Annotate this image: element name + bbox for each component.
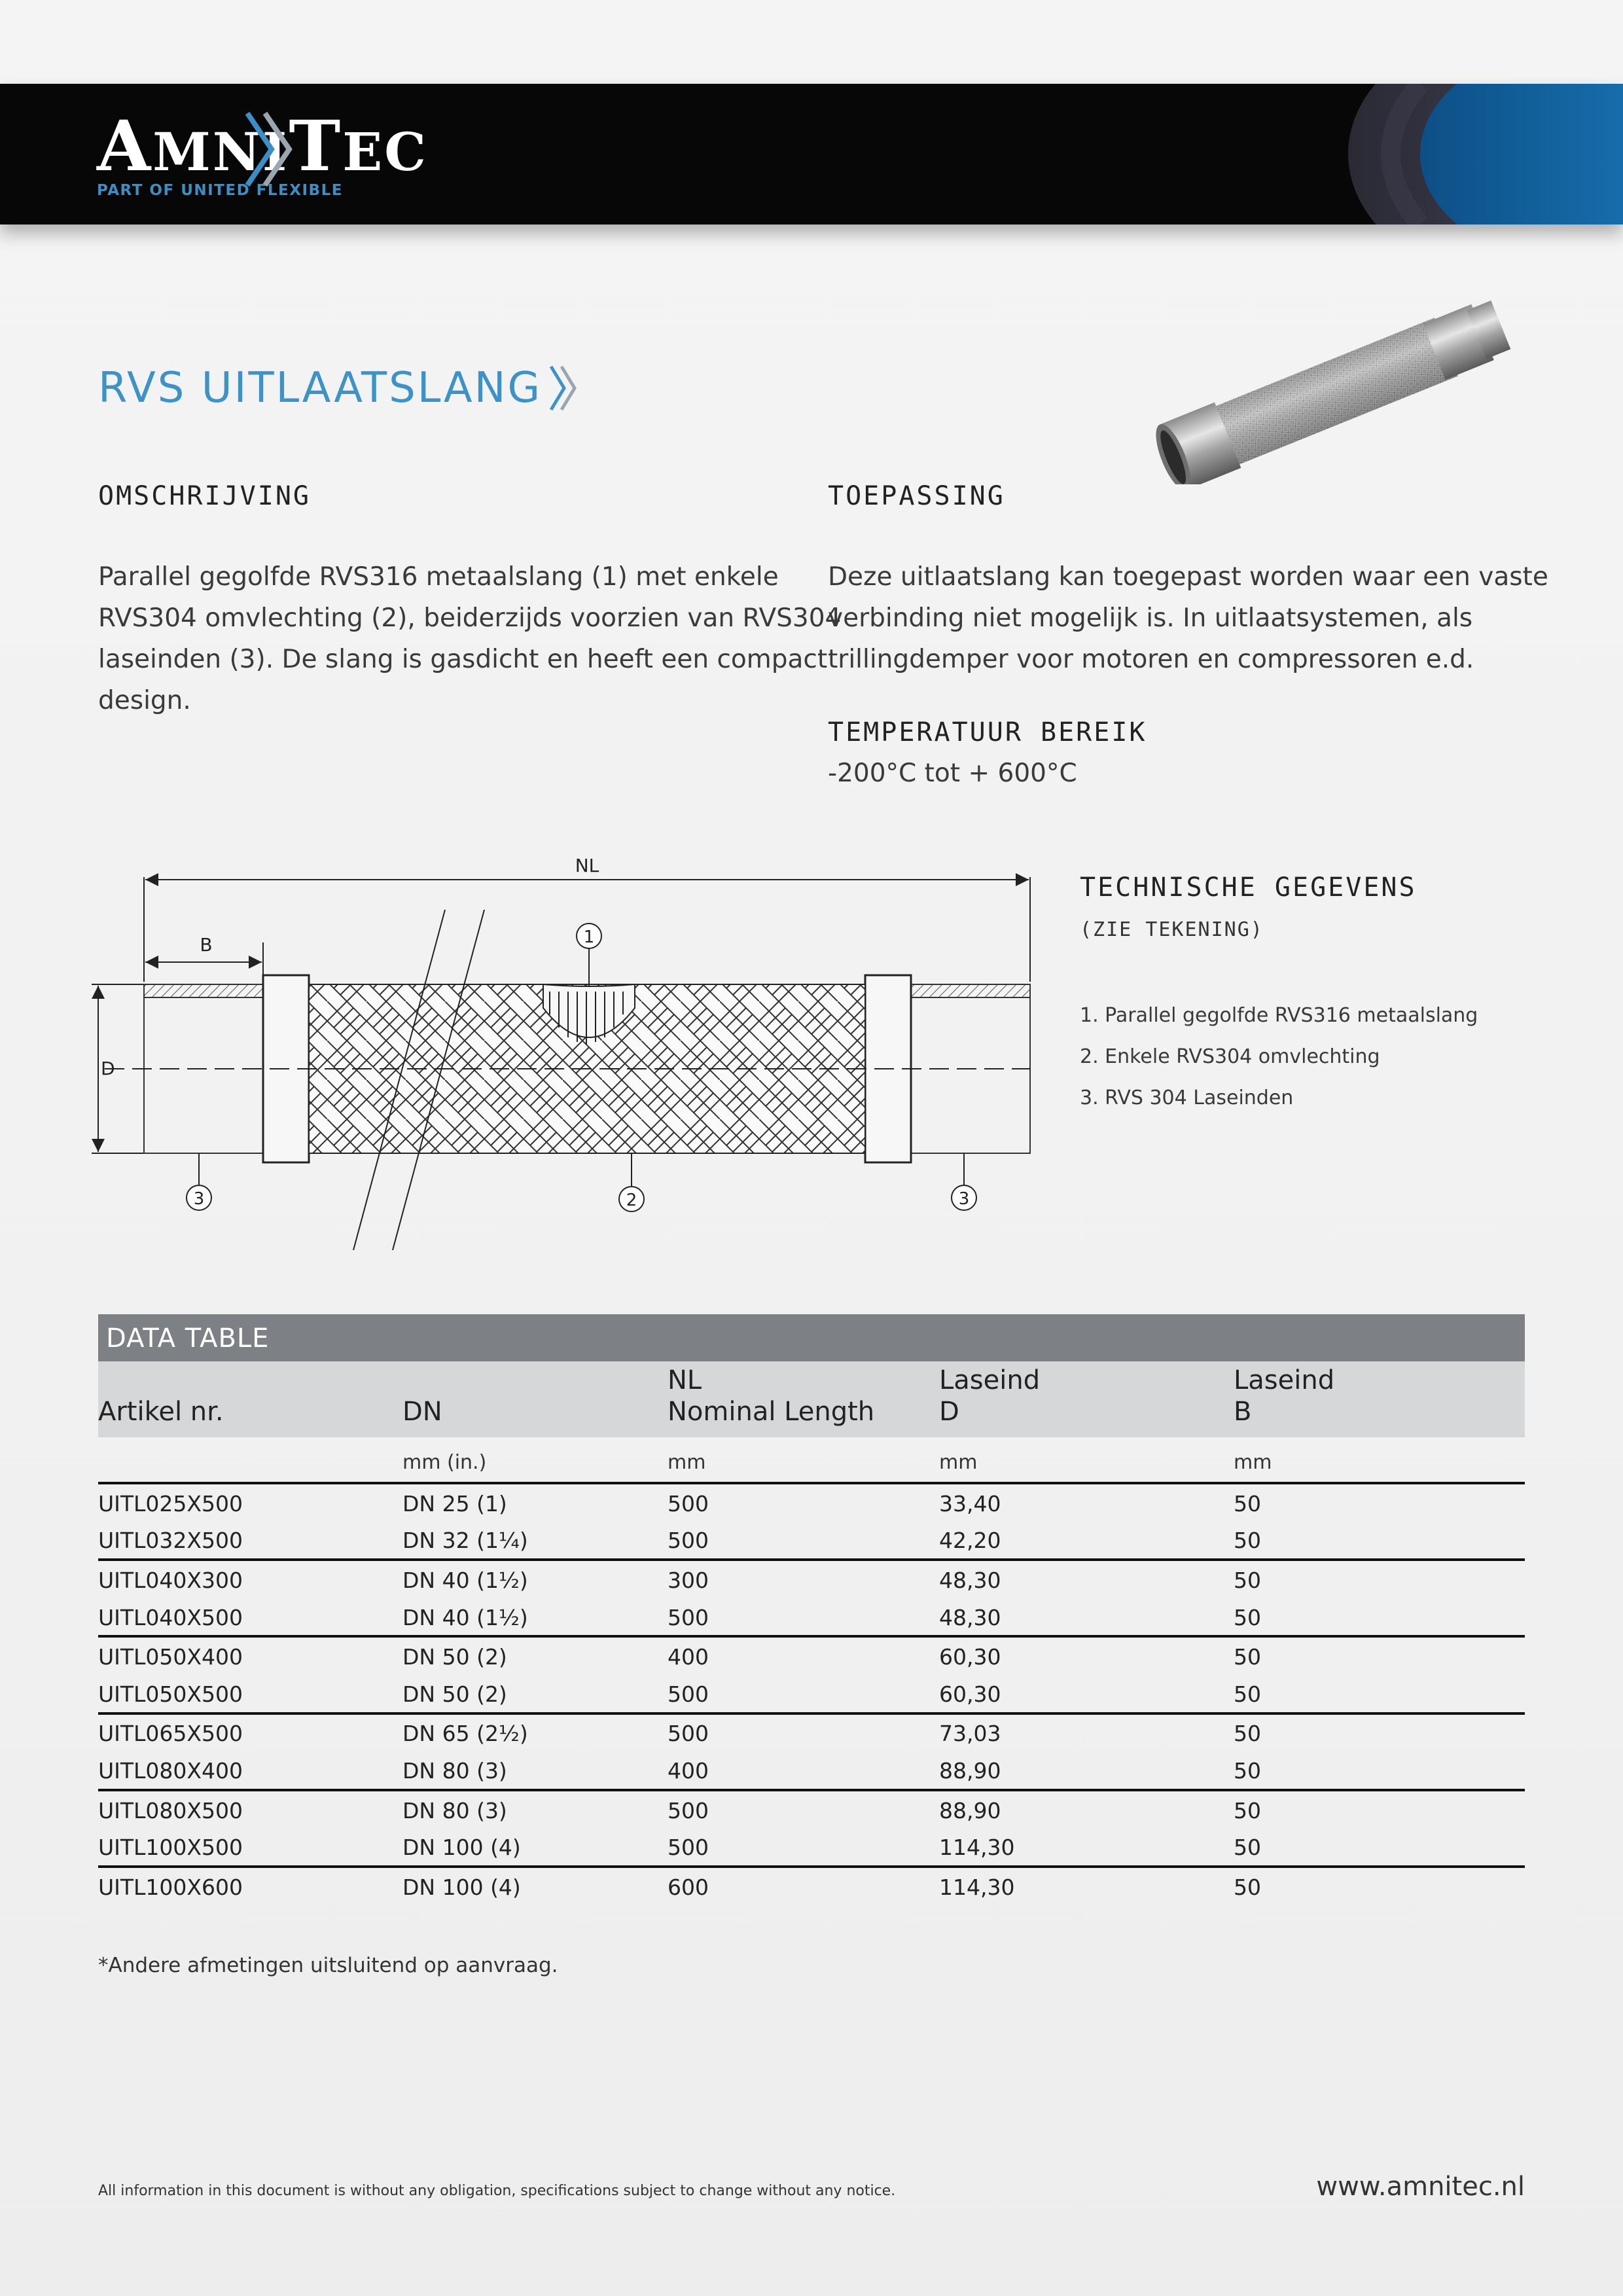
data-table-units	[98, 1437, 1525, 1484]
temperature-heading: TEMPERATUUR BEREIK	[828, 717, 1147, 747]
product-image	[1132, 288, 1538, 484]
table-cell: 50	[1234, 1604, 1261, 1630]
technical-subheading: (ZIE TEKENING)	[1080, 918, 1264, 941]
table-cell: 500	[668, 1604, 709, 1630]
table-cell: UITL100X500	[98, 1835, 243, 1861]
table-row	[98, 1638, 1525, 1676]
description-heading: OMSCHRIJVING	[98, 481, 311, 511]
table-cell: 500	[668, 1721, 709, 1747]
table-cell: UITL065X500	[98, 1721, 243, 1747]
table-cell: 400	[668, 1644, 709, 1670]
callout-3-right: 3	[958, 1189, 970, 1209]
column-header-line1: NL	[668, 1365, 702, 1395]
table-cell: 50	[1234, 1644, 1261, 1670]
table-cell: 50	[1234, 1567, 1261, 1593]
technical-heading: TECHNISCHE GEGEVENS	[1080, 872, 1417, 903]
page-title	[98, 359, 582, 418]
application-text	[828, 556, 1548, 680]
table-cell: UITL040X500	[98, 1604, 243, 1630]
table-cell: DN 50 (2)	[402, 1644, 507, 1670]
table-cell: 500	[668, 1528, 709, 1554]
table-cell: 60,30	[939, 1644, 1001, 1670]
table-cell: 500	[668, 1681, 709, 1707]
table-cell: DN 65 (2½)	[402, 1721, 528, 1747]
unit-cell: mm	[1234, 1451, 1272, 1474]
technical-drawing	[92, 844, 1047, 1270]
nl-label: NL	[575, 855, 599, 876]
table-cell: 500	[668, 1490, 709, 1516]
table-cell: UITL040X300	[98, 1567, 243, 1593]
table-cell: UITL050X500	[98, 1681, 243, 1707]
column-header-line2: DN	[402, 1397, 442, 1427]
table-cell: DN 40 (1½)	[402, 1567, 528, 1593]
table-cell: DN 80 (3)	[402, 1757, 507, 1784]
table-row	[98, 1676, 1525, 1715]
table-row	[98, 1523, 1525, 1562]
table-cell: 42,20	[939, 1528, 1001, 1554]
footnote: *Andere afmetingen uitsluitend op aanvraag.	[98, 1954, 558, 1977]
data-table-header	[98, 1361, 1525, 1437]
data-table-body	[98, 1484, 1525, 1907]
description-line: RVS304 omvlechting (2), beiderzijds voorzien van RVS304	[98, 603, 842, 633]
table-cell: 33,40	[939, 1490, 1001, 1516]
logo-tagline: PART OF UNITED FLEXIBLE	[97, 182, 343, 199]
title-chevron-icon	[546, 359, 582, 418]
table-cell: UITL080X400	[98, 1757, 243, 1784]
table-cell: 114,30	[939, 1874, 1015, 1900]
header-decoration	[1322, 84, 1623, 224]
table-cell: DN 25 (1)	[402, 1490, 507, 1516]
header-bar	[0, 84, 1623, 224]
application-line: Deze uitlaatslang kan toegepast worden waar een vaste	[828, 562, 1548, 592]
column-header-line2: D	[939, 1397, 959, 1427]
technical-item: 3. RVS 304 Laseinden	[1080, 1086, 1294, 1109]
b-label: B	[200, 934, 213, 956]
table-row	[98, 1715, 1525, 1753]
table-row	[98, 1561, 1525, 1600]
application-line: verbinding niet mogelijk is. In uitlaatsystemen, als	[828, 603, 1473, 633]
column-header	[668, 1361, 939, 1437]
table-cell: 400	[668, 1757, 709, 1784]
table-row	[98, 1868, 1525, 1907]
table-cell: DN 50 (2)	[402, 1681, 507, 1707]
table-cell: UITL100X600	[98, 1874, 243, 1900]
unit-cell: mm (in.)	[402, 1451, 487, 1474]
table-cell: UITL050X400	[98, 1644, 243, 1670]
table-cell: 500	[668, 1835, 709, 1861]
description-line: Parallel gegolfde RVS316 metaalslang (1) met enkele	[98, 562, 779, 592]
logo-chevron-icon	[242, 103, 301, 202]
column-header-line1: Laseind	[1234, 1365, 1335, 1395]
technical-item: 2. Enkele RVS304 omvlechting	[1080, 1045, 1380, 1068]
table-cell: 73,03	[939, 1721, 1001, 1747]
table-row	[98, 1791, 1525, 1830]
table-row	[98, 1600, 1525, 1638]
unit-cell: mm	[668, 1451, 706, 1474]
table-cell: DN 32 (1¼)	[402, 1528, 528, 1554]
data-table	[98, 1314, 1525, 1907]
column-header-line2: Nominal Length	[668, 1397, 875, 1427]
table-cell: 500	[668, 1797, 709, 1823]
column-header-line2: Artikel nr.	[98, 1397, 224, 1427]
column-header-line2: B	[1234, 1397, 1252, 1427]
table-cell: DN 40 (1½)	[402, 1604, 528, 1630]
table-cell: 50	[1234, 1835, 1261, 1861]
table-cell: 50	[1234, 1721, 1261, 1747]
description-line: laseinden (3). De slang is gasdicht en heeft een compact	[98, 645, 828, 674]
table-cell: 88,90	[939, 1757, 1001, 1784]
table-cell: DN 100 (4)	[402, 1835, 521, 1861]
table-cell: 50	[1234, 1797, 1261, 1823]
table-cell: 50	[1234, 1757, 1261, 1784]
table-cell: 50	[1234, 1874, 1261, 1900]
table-cell: UITL080X500	[98, 1797, 243, 1823]
column-header	[98, 1361, 402, 1437]
footer-website-link[interactable]: www.amnitec.nl	[1316, 2172, 1525, 2202]
table-cell: 60,30	[939, 1681, 1001, 1707]
table-cell: UITL032X500	[98, 1528, 243, 1554]
unit-cell: mm	[939, 1451, 978, 1474]
callout-3-left: 3	[193, 1189, 205, 1209]
table-cell: 88,90	[939, 1797, 1001, 1823]
table-cell: 48,30	[939, 1604, 1001, 1630]
description-text	[98, 556, 841, 721]
description-line: design.	[98, 686, 191, 715]
table-cell: 300	[668, 1567, 709, 1593]
table-cell: 114,30	[939, 1835, 1015, 1861]
table-row	[98, 1753, 1525, 1791]
technical-item: 1. Parallel gegolfde RVS316 metaalslang	[1080, 1004, 1478, 1027]
callout-1: 1	[583, 927, 595, 947]
table-cell: 50	[1234, 1681, 1261, 1707]
table-cell: 50	[1234, 1528, 1261, 1554]
table-cell: DN 100 (4)	[402, 1874, 521, 1900]
data-table-title: DATA TABLE	[98, 1314, 1525, 1361]
column-header	[939, 1361, 1234, 1437]
logo-wordmark: AMNITEC	[97, 105, 428, 187]
column-header	[402, 1361, 668, 1437]
d-label: D	[101, 1058, 115, 1079]
temperature-value: -200°C tot + 600°C	[828, 759, 1077, 788]
application-line: trillingdemper voor motoren en compressoren e.d.	[828, 645, 1474, 674]
footer-disclaimer: All information in this document is without any obligation, specifications subject to change without any notice.	[98, 2183, 896, 2199]
table-cell: 600	[668, 1874, 709, 1900]
column-header	[1234, 1361, 1525, 1437]
page-title-text: RVS UITLAATSLANG	[98, 364, 543, 412]
table-cell: 48,30	[939, 1567, 1001, 1593]
callout-2: 2	[626, 1191, 637, 1210]
table-row	[98, 1484, 1525, 1523]
technical-list	[1080, 995, 1478, 1119]
application-heading: TOEPASSING	[828, 481, 1005, 511]
column-header-line1: Laseind	[939, 1365, 1041, 1395]
table-row	[98, 1829, 1525, 1868]
table-cell: 50	[1234, 1490, 1261, 1516]
table-cell: UITL025X500	[98, 1490, 243, 1516]
table-cell: DN 80 (3)	[402, 1797, 507, 1823]
